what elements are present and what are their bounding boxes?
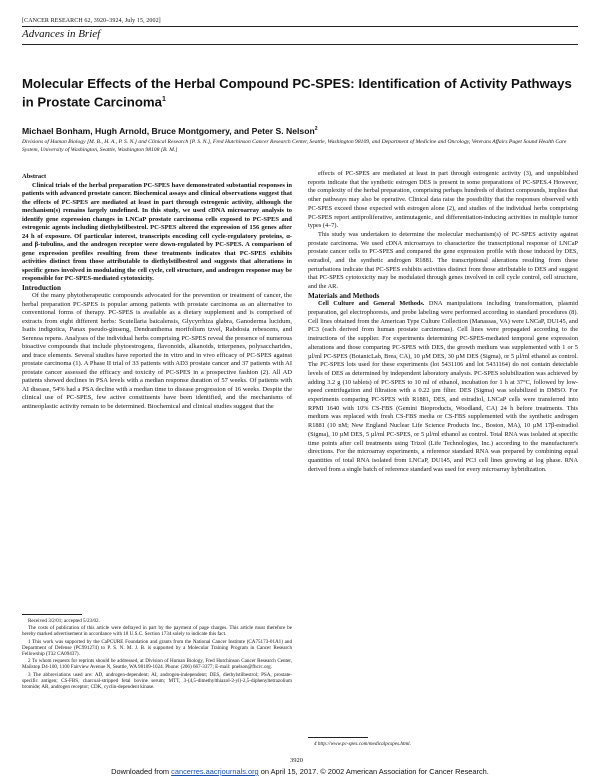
section-tag: Advances in Brief	[22, 28, 101, 40]
authors-footnote-mark: 2	[314, 126, 318, 133]
header-rule	[22, 26, 578, 27]
footnote-2: 2 To whom requests for reprints should be addressed, at Division of Human Biology, Fred Hutchinson Cancer Research Center, Mailstop D4-100, 1100 Fairview Avenue N, Seattle, WA 98109-1024. Phone: (206) 667-3377; E-mail: pnelson@fhcrc.org.	[22, 658, 292, 671]
download-suffix: on April 15, 2017. © 2002 American Association for Cancer Research.	[260, 767, 489, 776]
title-footnote-mark: 1	[161, 96, 166, 103]
methods-run-in-heading: Cell Culture and General Methods.	[318, 300, 425, 308]
costs-note: The costs of publication of this article were defrayed in part by the payment of page charges. This article must therefore be hereby marked advertisement in accordance with 18 U.S.C. Section 1734 solely to indicate this fact.	[22, 625, 292, 638]
download-prefix: Downloaded from	[111, 767, 170, 776]
abstract-heading: Abstract	[22, 173, 47, 180]
article-title	[22, 76, 578, 110]
footnote-rule	[22, 614, 82, 615]
download-notice	[0, 767, 600, 776]
received-note: Received 3/2/01; accepted 5/23/02.	[28, 618, 100, 624]
page-number: 3920	[290, 757, 303, 764]
author-list	[22, 126, 317, 136]
methods-paragraph	[308, 300, 578, 474]
download-link[interactable]: cancerres.aacrjournals.org	[171, 767, 259, 776]
footnote-4: 4 http://www.pc-spes.com/medicalpcspes.html.	[314, 741, 411, 747]
introduction-text: Of the many phytotherapeutic compounds advocated for the prevention or treatment of cancer, the herbal preparation PC-SPES is popular among patients with prostate carcinoma as an alternative to conventional forms of therapy. PC-SPES is available as a dietary supplement and is comprised of extracts from eight different herbs: Scutellaria baicalensis, Glycyrrhiza glabra, Ganoderma lucidum, Isatis indigotica, Panax pseudo-ginseng, Dendranthema morifolium tzvel, Rabdosia rebescens, and Serenoa repens. Analyses of the individual herbs comprising PC-SPES reveal the presence of numerous bioactive compounds that include phytoestrogens, flavonoids, alkanoids, triterpenes, polysaccharides, and trace elements. Several studies have reported the in vitro and in vivo efficacy of PC-SPES against prostate carcinoma (1). A Phase II trial of 33 patients with AD3 prostate cancer and 37 patients with AI prostate cancer assessed the efficacy and toxicity of PC-SPES in a prospective fashion (2). All AD patients showed declines in PSA levels with a median response duration of 57 weeks. Of patients with AI disease, 54% had a PSA decline with a median time to disease progression of 16 weeks. Despite the clinical use of PC-SPES, few active constituents have been identified, and the mechanisms of antineoplastic activity remain to be determined. Biochemical and clinical studies suggest that the	[22, 292, 292, 410]
abstract-text: Clinical trials of the herbal preparation PC-SPES have demonstrated substantial responses in patients with advanced prostate cancer. Biochemical assays and clinical observations suggest that the effects of PC-SPES are mediated at least in part through estrogenic activity, although the mechanism(s) remains largely undefined. In this study, we used cDNA microarray analysis to identify gene expression changes in LNCaP prostate carcinoma cells exposed to PC-SPES and estrogenic agents including diethylstilbestrol. PC-SPES altered the expression of 156 genes after 24 h of exposure. Of particular interest, transcripts encoding cell cycle-regulatory proteins, α- and β-tubulins, and the androgen receptor were down-regulated by PC-SPES. A comparison of gene expression profiles resulting from these treatments indicates that PC-SPES exhibits activities distinct from those attributable to diethylstilbestrol and suggests that alterations in specific genes involved in modulating the cell cycle, cell structure, and androgen response may be responsible for PC-SPES-mediated cytotoxicity.	[22, 181, 292, 282]
journal-header: [CANCER RESEARCH 62, 3920–3924, July 15, 2002]	[22, 18, 161, 24]
right-column	[308, 170, 578, 474]
title-text: Molecular Effects of the Herbal Compound PC-SPES: Identification of Activity Pathways in Prostate Carcinoma	[22, 76, 572, 110]
section-rule	[22, 44, 578, 45]
left-column	[22, 173, 292, 411]
introduction-heading: Introduction	[22, 283, 62, 292]
study-aim-paragraph: This study was undertaken to determine the molecular mechanism(s) of PC-SPES activity against prostate carcinoma. We used cDNA microarrays to characterize the transcriptional response of LNCaP prostate cancer cells to PC-SPES and compared the gene expression profile with those induced by DES, estradiol, and the synthetic androgen R1881. The transcriptional alterations resulting from these perturbations indicate that PC-SPES exhibits activities distinct from those attributable to DES and suggest that PC-SPES cytotoxicity may be modulated through genes involved in cell cycle control, cell structure, and the AR.	[308, 230, 578, 291]
authors-text: Michael Bonham, Hugh Arnold, Bruce Montgomery, and Peter S. Nelson	[22, 126, 315, 136]
intro-continued-paragraph: effects of PC-SPES are mediated at least in part through estrogenic activity (3), and unpublished reports indicate that the synthetic estrogen DES is present in some preparations of PC-SPES.4 However, the complexity of the herbal preparation, comprising perhaps hundreds of distinct compounds, implies that other pathways may also be operative. Clinical data raise the possibility that the responses observed with PC-SPES exceed those expected with estrogen alone (2), and studies of the individual herbs comprising PC-SPES report antiproliferative, antimutagenic, and differentiation-inducing activities in multiple tumor types (4–7).	[308, 170, 578, 230]
methods-heading: Materials and Methods	[308, 291, 380, 300]
footnote-4-rule	[308, 737, 368, 738]
affiliations: Divisions of Human Biology [M. B., H. A., P. S. N.] and Clinical Research [P. S. N.], Fred Hutchinson Cancer Research Center, Seattle, Washington 98109, and Department of Medicine and Oncology, Veterans Affairs Puget Sound Health Care System, University of Washington, Seattle, Washington 98108 [B. M.]	[22, 139, 567, 153]
methods-text: DNA manipulations including transformation, plasmid preparation, gel electrophoresis, and probe labeling were performed according to standard procedures (8). Cell lines obtained from the American Type Culture Collection (Manassas, VA) were LNCaP, DU145, and PC3 (each derived from human prostate carcinomas). Cell lines were propagated according to the instructions of the supplier. For experiments determining PC-SPES-mediated temporal gene expression alterations and those comparing PC-SPES with DES, the growth medium was supplemented with 1 or 5 µl/ml PC-SPES (BotanicLab, Brea, CA), 10 µM DES, 30 µM DES (Sigma), or 5 µl/ml ethanol as control. The PC-SPES lots used for these experiments (lot 5431106 and lot 5431164) do not contain detectable levels of DES as determined by independent laboratory analysis. PC-SPES solubilization was achieved by adding 3.2 g (10 tablets) of PC-SPES to 10 ml of ethanol, incubation for 1 h at 37°C, followed by low-speed centrifugation and filtration with a 0.22 µm filter. DES (Sigma) was solubilized in DMSO. For experiments comparing PC-SPES with R1881, DES, and estradiol, LNCaP cells were transferred into RPMI 1640 with 10% CS-FBS (Gemini Bioproducts, Woodland, CA) 24 h before treatments. This medium was replaced with fresh CS-FBS media or CS-FBS supplemented with the synthetic androgen R1881 (10 nM; New England Nuclear Life Science Products Inc., Boston, MA), 10 µM 17β-estradiol (Sigma), 10 µM DES, 5 µl/ml PC-SPES, or 5 µl/ml ethanol as control. Total RNA was isolated at specific time points after cell treatments using Trizol (Life Technologies, Inc.) according to the manufacturer's directions. For the microarray experiments, a reference standard RNA was prepared by combining equal quantities of total RNA isolated from LNCaP, DU145, and PC3 cell lines growing at log phase. RNA derived from a single batch of reference standard was used for every microarray hybridization.	[308, 300, 579, 473]
footnotes	[22, 618, 292, 691]
footnote-1: 1 This work was supported by the CaPCURE Foundation and grants from the National Cancer Institute (CA75173-01A1) and Department of Defense (PC991274) to P. S. N. M. J. B. is supported by a Molecular Training Program in Cancer Research Fellowship (T32 CA09437).	[22, 638, 292, 658]
footnote-3: 3 The abbreviations used are: AD, androgen-dependent; AI, androgen-independent; DES, diethylstilbestrol; PSA, prostate-specific antigen; CS-FBS, charcoal-stripped fetal bovine serum; MTT, 3-(4,5-dimethylthiazol-2-yl)-2,5-diphenyltetrazolium bromide; AR, androgen receptor; CDK, cyclin-dependent kinase.	[22, 671, 292, 691]
